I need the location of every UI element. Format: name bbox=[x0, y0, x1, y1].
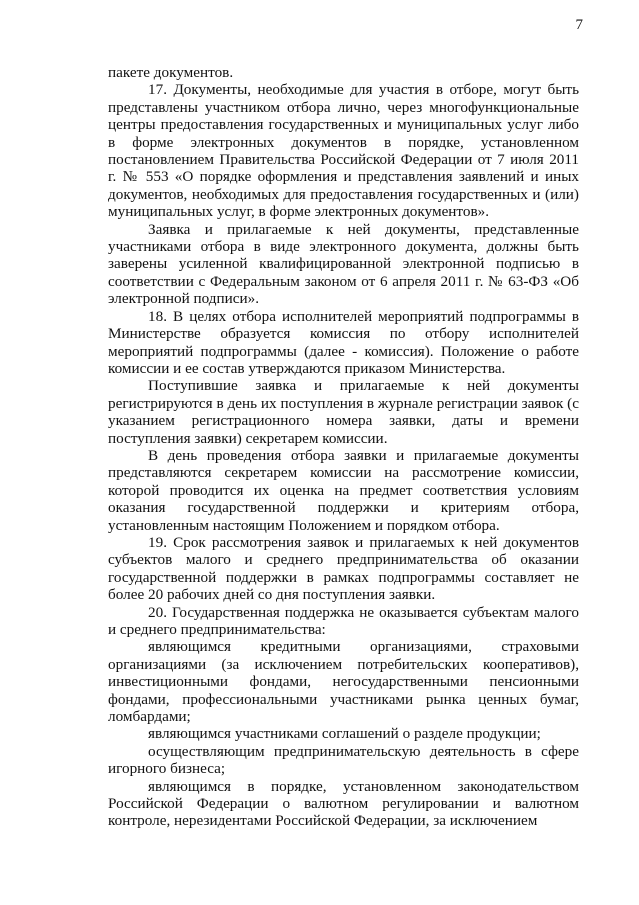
paragraph-item-18: 18. В целях отбора исполнителей мероприятий подпрограммы в Министерстве образуется комиссия по отбору исполнителей мероприятий подпрограммы (далее - комиссия). Положение о работе комиссии и ее состав утверждаются приказом Министерства. bbox=[108, 307, 579, 377]
paragraph-review-day: В день проведения отбора заявки и прилагаемые документы представляются секретарем комиссии на рассмотрение комиссии, которой проводится их оценка на предмет соответствия условиям оказания государственной поддержки и критериям отбора, установленным настоящим Положением и порядком отбора. bbox=[108, 446, 579, 534]
document-body bbox=[108, 64, 579, 830]
list-item-credit-organizations: являющимся кредитными организациями, страховыми организациями (за исключением потребительских кооперативов), инвестиционными фондами, негосударственными пенсионными фондами, профессиональными участниками рынка ценных бумаг, ломбардами; bbox=[108, 638, 579, 726]
paragraph-continuation: пакете документов. bbox=[108, 64, 234, 81]
paragraph-electronic-signature: Заявка и прилагаемые к ней документы, представленные участниками отбора в виде электронного документа, должны быть заверены усиленной квалифицированной электронной подписью в соответствии с Федеральным законом от 6 апреля 2011 г. № 63-ФЗ «Об электронной подписи». bbox=[108, 220, 579, 308]
paragraph-item-19: 19. Срок рассмотрения заявок и прилагаемых к ней документов субъектов малого и среднего предпринимательства об оказании государственной поддержки в рамках подпрограммы составляет не более 20 рабочих дней со дня поступления заявки. bbox=[108, 533, 579, 604]
paragraph-item-20: 20. Государственная поддержка не оказывается субъектам малого и среднего предпринимательства: bbox=[108, 603, 579, 638]
page-number: 7 bbox=[575, 17, 583, 33]
paragraph-registration: Поступившие заявка и прилагаемые к ней документы регистрируются в день их поступления в журнале регистрации заявок (с указанием регистрационного номера заявки, даты и времени поступления заявки) секретарем комиссии. bbox=[108, 377, 579, 447]
list-item-nonresidents: являющимся в порядке, установленном законодательством Российской Федерации о валютном регулировании и валютном контроле, нерезидентами Российской Федерации, за исключением bbox=[108, 777, 579, 830]
paragraph-item-17: 17. Документы, необходимые для участия в отборе, могут быть представлены участником отбора лично, через многофункциональные центры предоставления государственных и муниципальных услуг либо в форме электронных документов в порядке, установленном постановлением Правительства Российской Федерации от 7 июля 2011 г. № 553 «О порядке оформления и представления заявлений и иных документов, необходимых для предоставления государственных и (или) муниципальных услуг, в форме электронных документов». bbox=[108, 81, 579, 221]
list-item-gambling: осуществляющим предпринимательскую деятельность в сфере игорного бизнеса; bbox=[108, 742, 579, 778]
list-item-production-sharing: являющимся участниками соглашений о разделе продукции; bbox=[148, 725, 541, 743]
